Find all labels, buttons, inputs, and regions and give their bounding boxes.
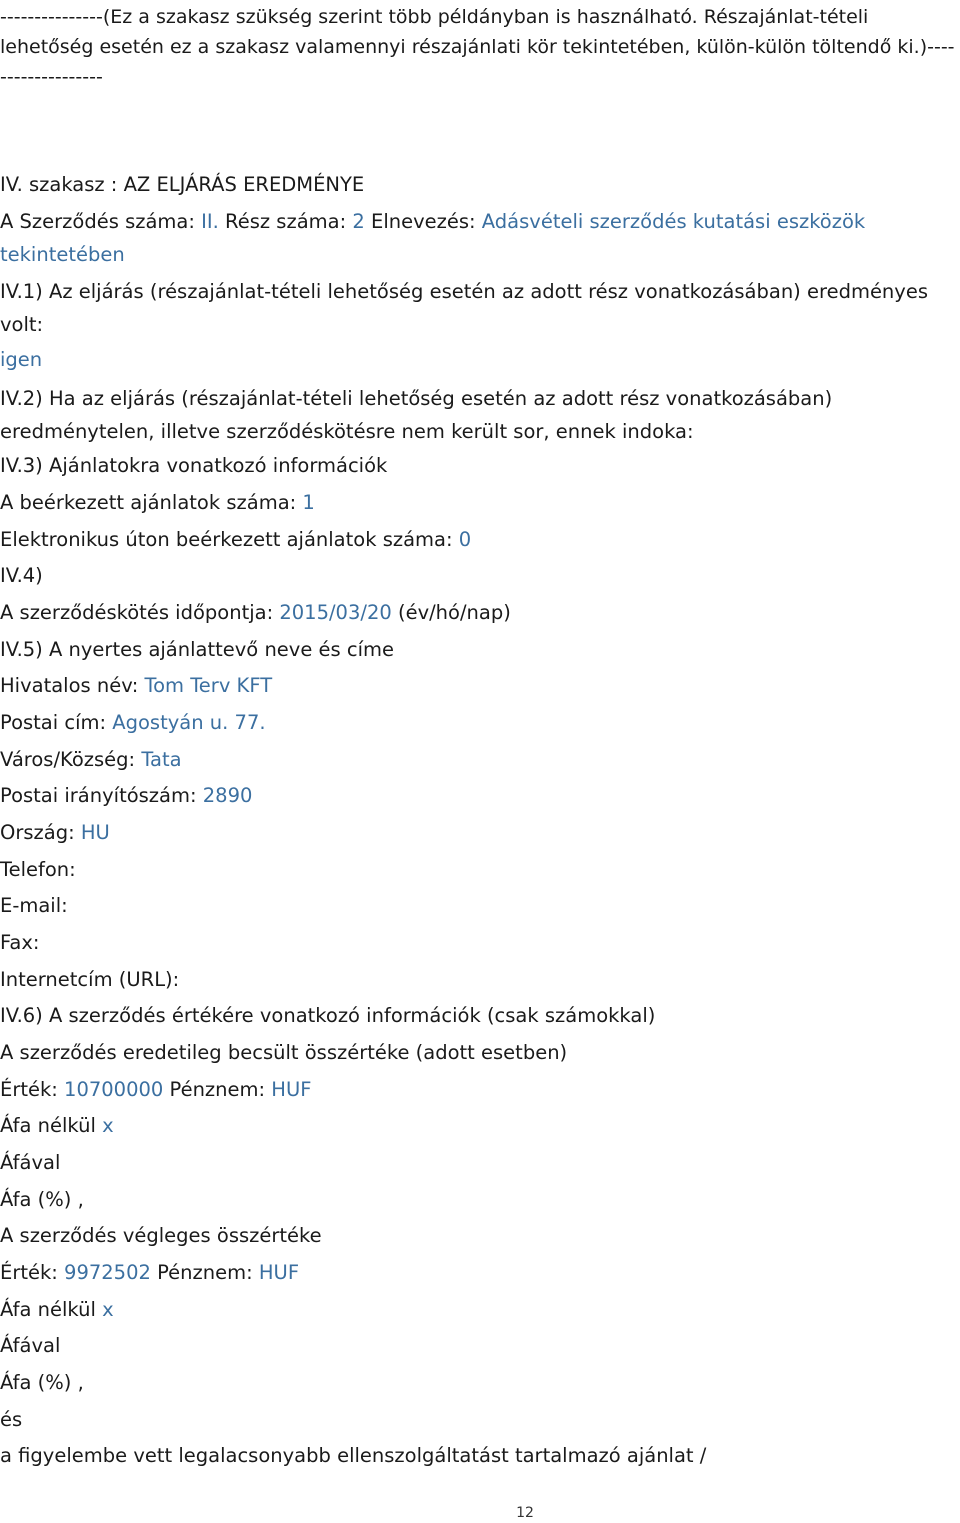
part-number-label: Rész száma: — [225, 210, 347, 233]
winner-address-label: Postai cím: — [0, 711, 107, 734]
contract-date-label: A szerződéskötés időpontja: — [0, 601, 274, 624]
estimated-vat-pct-label: Áfa (%) , — [0, 1188, 84, 1211]
winner-name-label: Hivatalos név: — [0, 674, 139, 697]
estimated-value-heading: A szerződés eredetileg becsült összértéke (adott esetben) — [0, 1041, 568, 1064]
winner-city-value: Tata — [141, 748, 182, 771]
iv1-question: IV.1) Az eljárás (részajánlat-tételi lehetőség esetén az adott rész vonatkozásában) eredményes volt: — [0, 280, 928, 336]
estimated-no-vat-mark: x — [102, 1114, 114, 1137]
final-currency-label: Pénznem: — [157, 1261, 253, 1284]
section-intro-note: ---------------(Ez a szakasz szükség szerint több példányban is használható. Részajánlat-tételi lehetőség esetén ez a szakasz valamennyi részajánlati kör tekintetében, külön-külön töltendő ki.)------------------- — [0, 6, 955, 88]
page-number: 12 — [516, 1505, 534, 1521]
winner-city-line — [0, 747, 182, 773]
and-word: és — [0, 1408, 23, 1431]
iv3-heading: IV.3) Ajánlatokra vonatkozó információk — [0, 454, 388, 477]
winner-country-label: Ország: — [0, 821, 75, 844]
winner-phone-label: Telefon: — [0, 858, 76, 881]
lowest-offer-line: a figyelembe vett legalacsonyabb ellenszolgáltatást tartalmazó ajánlat / — [0, 1444, 707, 1467]
winner-url-label: Internetcím (URL): — [0, 968, 180, 991]
offers-received-value: 1 — [302, 491, 315, 514]
winner-country-value: HU — [80, 821, 110, 844]
iv2-question: IV.2) Ha az eljárás (részajánlat-tételi lehetőség esetén az adott rész vonatkozásában) eredménytelen, illetve szerződéskötésre nem került sor, ennek indoka: — [0, 387, 833, 443]
offers-received-label: A beérkezett ajánlatok száma: — [0, 491, 297, 514]
contract-line — [0, 205, 958, 271]
estimated-currency-label: Pénznem: — [169, 1078, 266, 1101]
winner-address-value: Agostyán u. 77. — [112, 711, 266, 734]
contract-date-format: (év/hó/nap) — [397, 601, 511, 624]
final-value-amount: 9972502 — [64, 1261, 151, 1284]
final-value-heading: A szerződés végleges összértéke — [0, 1224, 322, 1247]
estimated-no-vat-line — [0, 1113, 114, 1139]
electronic-offers-line — [0, 527, 471, 553]
estimated-value-label: Érték: — [0, 1078, 58, 1101]
final-vat-pct-label: Áfa (%) , — [0, 1371, 84, 1394]
winner-email-label: E-mail: — [0, 894, 68, 917]
winner-fax-label: Fax: — [0, 931, 40, 954]
iv5-heading: IV.5) A nyertes ajánlattevő neve és címe — [0, 638, 395, 661]
contract-name-label: Elnevezés: — [371, 210, 476, 233]
section-title: IV. szakasz : AZ ELJÁRÁS EREDMÉNYE — [0, 173, 365, 196]
final-with-vat-label: Áfával — [0, 1334, 61, 1357]
estimated-value-line — [0, 1077, 311, 1103]
final-value-label: Érték: — [0, 1261, 58, 1284]
winner-name-value: Tom Terv KFT — [144, 674, 273, 697]
contract-date-line — [0, 600, 511, 626]
contract-number-value: II. — [201, 210, 219, 233]
estimated-with-vat-label: Áfával — [0, 1151, 61, 1174]
winner-address-line — [0, 710, 266, 736]
final-currency-value: HUF — [258, 1261, 300, 1284]
winner-zip-value: 2890 — [202, 784, 253, 807]
final-no-vat-label: Áfa nélkül — [0, 1298, 96, 1321]
final-value-line — [0, 1260, 299, 1286]
contract-date-value: 2015/03/20 — [279, 601, 392, 624]
winner-zip-label: Postai irányítószám: — [0, 784, 197, 807]
estimated-no-vat-label: Áfa nélkül — [0, 1114, 96, 1137]
estimated-value-amount: 10700000 — [64, 1078, 164, 1101]
contract-number-label: A Szerződés száma: — [0, 210, 195, 233]
winner-zip-line — [0, 783, 252, 809]
final-no-vat-mark: x — [102, 1298, 114, 1321]
iv6-heading: IV.6) A szerződés értékére vonatkozó információk (csak számokkal) — [0, 1004, 656, 1027]
contract-name-value: Adásvételi szerződés kutatási eszközök tekintetében — [0, 210, 866, 266]
offers-received-line — [0, 490, 315, 516]
estimated-currency-value: HUF — [271, 1078, 312, 1101]
part-number-value: 2 — [352, 210, 365, 233]
iv1-answer: igen — [0, 348, 43, 371]
iv4-heading: IV.4) — [0, 564, 43, 587]
electronic-offers-value: 0 — [458, 528, 472, 551]
winner-country-line — [0, 820, 110, 846]
winner-city-label: Város/Község: — [0, 748, 136, 771]
winner-name-line — [0, 673, 272, 699]
electronic-offers-label: Elektronikus úton beérkezett ajánlatok száma: — [0, 528, 453, 551]
final-no-vat-line — [0, 1297, 114, 1323]
